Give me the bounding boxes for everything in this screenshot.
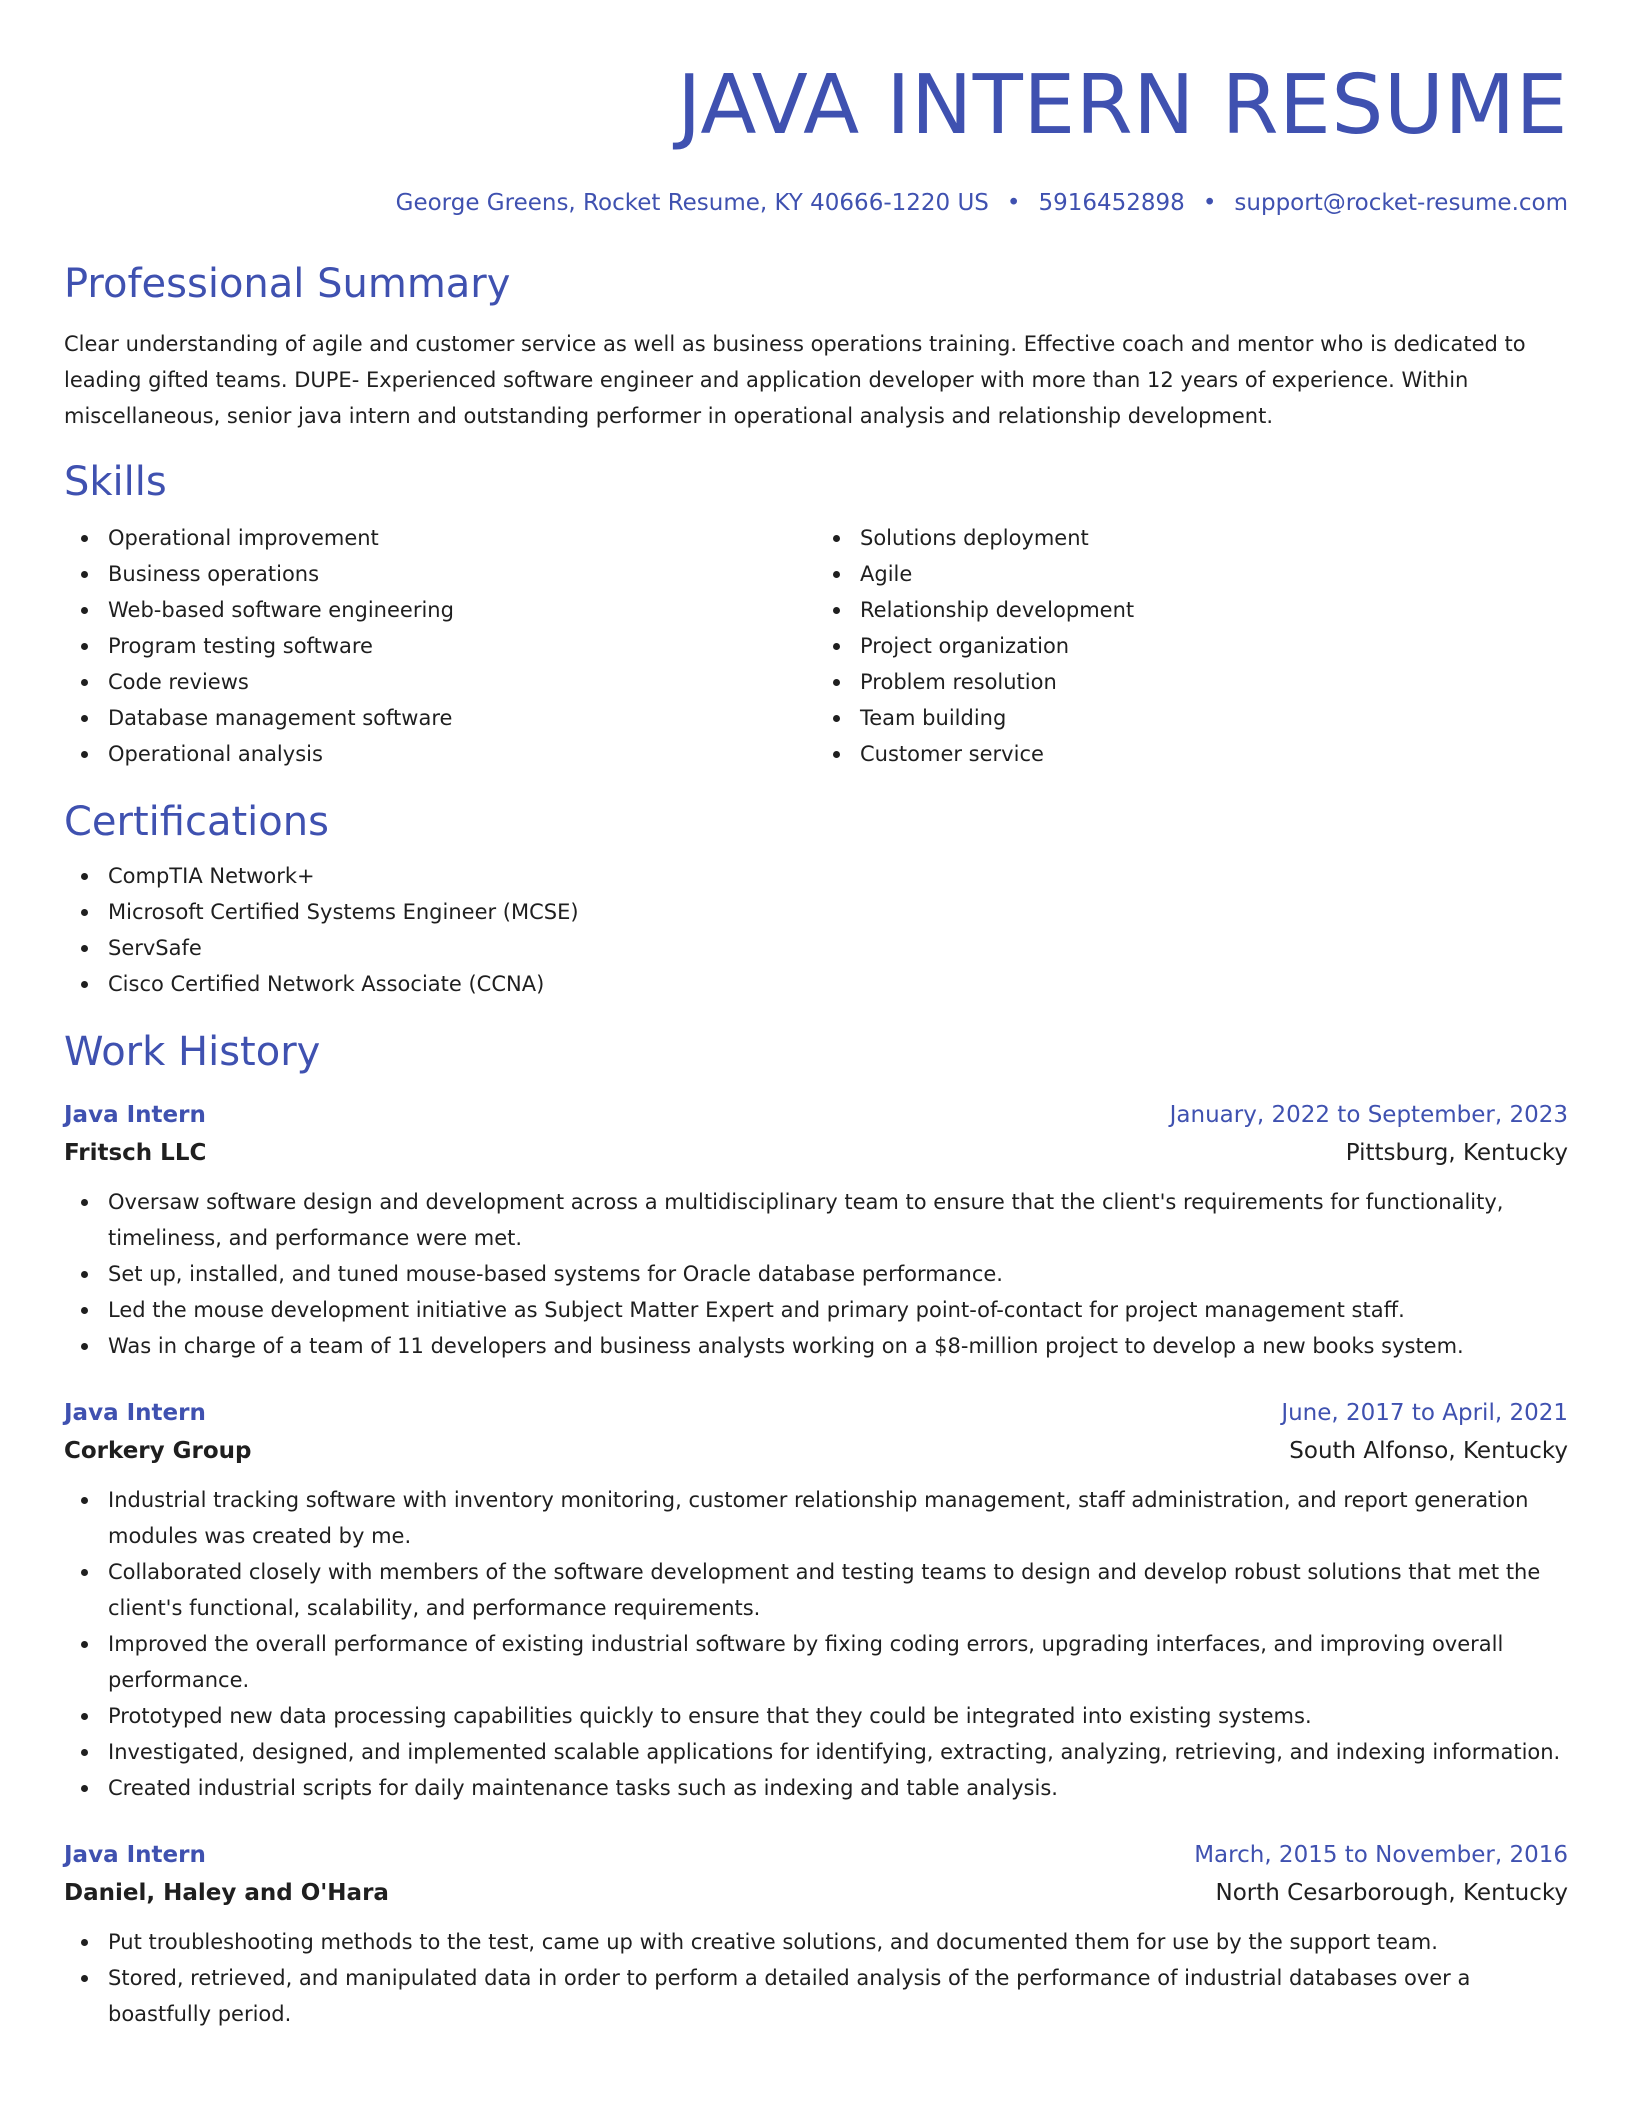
skill-item: Web-based software engineering (108, 592, 816, 628)
job-dates: March, 2015 to November, 2016 (1194, 1842, 1568, 1868)
skill-item: Operational improvement (108, 520, 816, 556)
certification-item: ServSafe (108, 930, 1568, 966)
job-entry (64, 1836, 1568, 2032)
job-location: Pittsburg, Kentucky (1345, 1140, 1568, 1166)
contact-phone: 5916452898 (1038, 190, 1185, 216)
certifications-list (64, 858, 1568, 1002)
job-location: North Cesarborough, Kentucky (1215, 1880, 1568, 1906)
skill-item: Project organization (860, 628, 1568, 664)
job-entry (64, 1394, 1568, 1806)
job-bullet: Led the mouse development initiative as Subject Matter Expert and primary point-of-contact for project management staff. (108, 1292, 1568, 1328)
job-role: Java Intern (64, 1400, 206, 1426)
skill-item: Code reviews (108, 664, 816, 700)
job-role: Java Intern (64, 1102, 206, 1128)
resume-page (64, 0, 1568, 2032)
contact-separator: • (1202, 190, 1217, 216)
certifications-heading: Certifications (64, 799, 329, 845)
job-bullet: Put troubleshooting methods to the test, came up with creative solutions, and documented them for use by the support team. (108, 1924, 1568, 1960)
job-header (64, 1096, 1568, 1134)
skill-item: Customer service (860, 736, 1568, 772)
job-dates: January, 2022 to September, 2023 (1169, 1102, 1568, 1128)
job-bullet: Prototyped new data processing capabilities quickly to ensure that they could be integrated into existing systems. (108, 1698, 1568, 1734)
contact-line (64, 188, 1568, 218)
skill-item: Agile (860, 556, 1568, 592)
skill-item: Problem resolution (860, 664, 1568, 700)
certification-item: CompTIA Network+ (108, 858, 1568, 894)
job-entry (64, 1096, 1568, 1364)
job-bullet: Set up, installed, and tuned mouse-based systems for Oracle database performance. (108, 1256, 1568, 1292)
job-company: Fritsch LLC (64, 1140, 207, 1166)
skills-columns (64, 520, 1568, 772)
skills-list-left (64, 520, 816, 772)
skills-heading: Skills (64, 459, 167, 505)
skill-item: Database management software (108, 700, 816, 736)
job-bullet: Industrial tracking software with inventory monitoring, customer relationship management, staff administration, and report generation modules was created by me. (108, 1482, 1568, 1554)
skill-item: Relationship development (860, 592, 1568, 628)
certification-item: Microsoft Certified Systems Engineer (MCSE) (108, 894, 1568, 930)
skill-item: Solutions deployment (860, 520, 1568, 556)
certification-item: Cisco Certified Network Associate (CCNA) (108, 966, 1568, 1002)
job-subheader (64, 1432, 1568, 1470)
contact-email: support@rocket-resume.com (1234, 190, 1568, 216)
job-company: Corkery Group (64, 1438, 252, 1464)
job-subheader (64, 1134, 1568, 1172)
job-bullet: Investigated, designed, and implemented scalable applications for identifying, extracting, analyzing, retrieving, and indexing information. (108, 1734, 1568, 1770)
summary-heading: Professional Summary (64, 261, 511, 307)
job-bullet-list (64, 1184, 1568, 1364)
summary-text: Clear understanding of agile and customer service as well as business operations training. Effective coach and mentor who is dedicated to leading gifted teams. DUPE- Experienced software engineer and application developer with more than 12 years of experience. Within miscellaneous, senior java intern and outstanding performer in operational analysis and relationship development. (64, 332, 1526, 428)
job-bullet: Stored, retrieved, and manipulated data in order to perform a detailed analysis of the performance of industrial databases over a boastfully period. (108, 1960, 1568, 2032)
job-subheader (64, 1874, 1568, 1912)
job-role: Java Intern (64, 1842, 206, 1868)
job-bullet: Collaborated closely with members of the software development and testing teams to design and develop robust solutions that met the client's functional, scalability, and performance requirements. (108, 1554, 1568, 1626)
skill-item: Program testing software (108, 628, 816, 664)
job-header (64, 1836, 1568, 1874)
contact-address: George Greens, Rocket Resume, KY 40666-1220 US (395, 190, 989, 216)
job-bullet: Created industrial scripts for daily maintenance tasks such as indexing and table analysis. (108, 1770, 1568, 1806)
work-history-heading: Work History (64, 1029, 321, 1075)
job-bullet: Oversaw software design and development across a multidisciplinary team to ensure that the client's requirements for functionality, timeliness, and performance were met. (108, 1184, 1568, 1256)
resume-title: JAVA INTERN RESUME (677, 58, 1568, 153)
skill-item: Operational analysis (108, 736, 816, 772)
skills-list-right (816, 520, 1568, 772)
contact-separator: • (1006, 190, 1021, 216)
job-bullet: Improved the overall performance of existing industrial software by fixing coding errors, upgrading interfaces, and improving overall performance. (108, 1626, 1568, 1698)
job-company: Daniel, Haley and O'Hara (64, 1880, 389, 1906)
job-header (64, 1394, 1568, 1432)
skill-item: Team building (860, 700, 1568, 736)
job-dates: June, 2017 to April, 2021 (1281, 1400, 1568, 1426)
job-location: South Alfonso, Kentucky (1289, 1438, 1568, 1464)
job-bullet-list (64, 1482, 1568, 1806)
job-bullet-list (64, 1924, 1568, 2032)
job-bullet: Was in charge of a team of 11 developers and business analysts working on a $8-million project to develop a new books system. (108, 1328, 1568, 1364)
skill-item: Business operations (108, 556, 816, 592)
